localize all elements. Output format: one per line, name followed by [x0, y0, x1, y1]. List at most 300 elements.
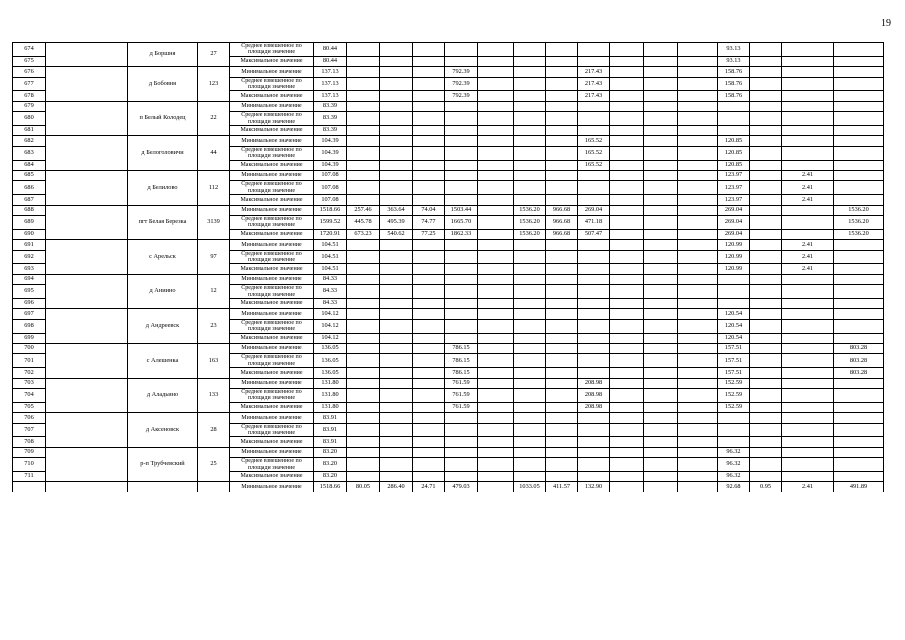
value-cell [445, 181, 478, 195]
value-cell: 83.39 [314, 112, 347, 126]
value-cell [750, 67, 782, 77]
value-cell [347, 264, 380, 274]
value-cell: 132.90 [578, 482, 610, 492]
value-cell [750, 343, 782, 353]
value-cell [644, 195, 678, 205]
settlement-name: д Бобовня [128, 67, 198, 102]
value-cell [478, 181, 514, 195]
row-number: 700 [13, 343, 46, 353]
value-cell [514, 136, 546, 146]
value-cell: 120.54 [718, 333, 750, 343]
value-cell: 157.51 [718, 368, 750, 378]
value-cell [546, 56, 578, 66]
value-cell: 104.51 [314, 264, 347, 274]
value-cell: 136.05 [314, 354, 347, 368]
value-cell [546, 240, 578, 250]
value-cell [514, 402, 546, 412]
value-cell: 152.59 [718, 402, 750, 412]
value-cell [546, 67, 578, 77]
value-cell: 792.39 [445, 67, 478, 77]
value-cell [347, 91, 380, 101]
value-cell [347, 195, 380, 205]
value-cell [644, 285, 678, 299]
value-cell [514, 378, 546, 388]
value-cell: 83.91 [314, 413, 347, 423]
row-number: 706 [13, 413, 46, 423]
value-cell: 158.76 [718, 91, 750, 101]
value-cell [610, 112, 644, 126]
row-number: 709 [13, 447, 46, 457]
value-cell [678, 43, 718, 57]
value-cell [578, 274, 610, 284]
value-cell [380, 56, 413, 66]
value-cell [514, 388, 546, 402]
value-cell [578, 170, 610, 180]
value-cell [644, 458, 678, 472]
value-cell [750, 274, 782, 284]
value-cell [445, 136, 478, 146]
settlement-count: 12 [198, 274, 230, 309]
row-number: 691 [13, 240, 46, 250]
value-cell: 269.04 [718, 215, 750, 229]
value-cell [514, 368, 546, 378]
value-cell [445, 195, 478, 205]
value-cell [644, 378, 678, 388]
value-cell [445, 101, 478, 111]
value-type: Минимальное значение [230, 205, 314, 215]
settlement-name: п Белый Колодец [128, 101, 198, 136]
page-number: 19 [881, 18, 891, 29]
value-cell [546, 160, 578, 170]
value-cell [380, 146, 413, 160]
value-cell: 208.98 [578, 388, 610, 402]
value-cell [413, 437, 445, 447]
value-cell [347, 437, 380, 447]
value-cell [445, 423, 478, 437]
value-cell: 120.54 [718, 309, 750, 319]
row-number: 683 [13, 146, 46, 160]
value-cell: 120.85 [718, 146, 750, 160]
value-cell [514, 240, 546, 250]
row-number: 676 [13, 67, 46, 77]
value-cell [413, 423, 445, 437]
value-cell: 1599.52 [314, 215, 347, 229]
value-cell [380, 126, 413, 136]
value-cell: 673.23 [347, 229, 380, 239]
row-number [13, 482, 46, 492]
value-cell: 761.59 [445, 378, 478, 388]
value-cell [834, 319, 884, 333]
settlement-name: д Андреевск [128, 309, 198, 344]
value-cell [678, 447, 718, 457]
value-cell: 803.28 [834, 354, 884, 368]
district-cell [46, 378, 128, 413]
value-cell [718, 298, 750, 308]
value-cell: 0.95 [750, 482, 782, 492]
value-cell [380, 368, 413, 378]
value-cell [678, 56, 718, 66]
value-cell: 792.39 [445, 77, 478, 91]
value-cell: 1536.20 [514, 205, 546, 215]
value-cell [514, 333, 546, 343]
value-cell: 495.39 [380, 215, 413, 229]
value-cell [678, 215, 718, 229]
value-cell [478, 285, 514, 299]
value-cell [718, 101, 750, 111]
value-cell: 2.41 [782, 264, 834, 274]
value-cell [578, 195, 610, 205]
value-cell [445, 447, 478, 457]
value-cell [610, 482, 644, 492]
value-cell [478, 205, 514, 215]
value-cell [347, 181, 380, 195]
value-cell [380, 319, 413, 333]
value-cell [347, 126, 380, 136]
value-cell: 120.99 [718, 264, 750, 274]
settlement-name: р-п Трубчевский [128, 447, 198, 482]
row-number: 674 [13, 43, 46, 57]
settlement-count: 133 [198, 378, 230, 413]
value-cell [750, 146, 782, 160]
value-cell: 1536.20 [834, 205, 884, 215]
value-cell [445, 264, 478, 274]
value-cell [478, 471, 514, 481]
value-cell [610, 309, 644, 319]
value-cell [678, 101, 718, 111]
value-cell [678, 77, 718, 91]
value-cell [678, 136, 718, 146]
row-number: 682 [13, 136, 46, 146]
value-cell [610, 388, 644, 402]
value-cell [514, 250, 546, 264]
value-cell [578, 437, 610, 447]
value-cell [445, 126, 478, 136]
value-cell [546, 91, 578, 101]
value-cell [782, 77, 834, 91]
value-cell [413, 298, 445, 308]
value-cell [578, 333, 610, 343]
value-cell [578, 181, 610, 195]
value-cell [445, 274, 478, 284]
value-cell [445, 240, 478, 250]
value-cell [380, 170, 413, 180]
district-cell [46, 43, 128, 67]
value-cell [445, 413, 478, 423]
value-cell [578, 458, 610, 472]
value-cell: 120.54 [718, 319, 750, 333]
value-cell [514, 67, 546, 77]
value-cell [834, 388, 884, 402]
value-cell: 93.13 [718, 56, 750, 66]
row-number: 705 [13, 402, 46, 412]
table-row [13, 170, 884, 180]
row-number: 703 [13, 378, 46, 388]
row-number: 684 [13, 160, 46, 170]
table-row [13, 67, 884, 77]
value-cell [546, 126, 578, 136]
value-cell: 165.52 [578, 136, 610, 146]
value-cell [644, 447, 678, 457]
value-cell: 269.04 [718, 205, 750, 215]
value-cell: 966.68 [546, 205, 578, 215]
row-number: 693 [13, 264, 46, 274]
value-cell: 761.59 [445, 388, 478, 402]
value-type: Минимальное значение [230, 413, 314, 423]
value-cell [478, 458, 514, 472]
value-cell: 786.15 [445, 343, 478, 353]
value-cell [782, 91, 834, 101]
value-cell [347, 43, 380, 57]
value-cell [644, 43, 678, 57]
value-cell [610, 101, 644, 111]
value-cell [782, 285, 834, 299]
value-cell [478, 264, 514, 274]
value-type: Максимальное значение [230, 471, 314, 481]
value-cell [678, 205, 718, 215]
value-cell [678, 368, 718, 378]
value-cell [782, 67, 834, 77]
value-cell [546, 146, 578, 160]
value-cell [445, 146, 478, 160]
settlement-name: д Боршня [128, 43, 198, 67]
district-cell [46, 447, 128, 482]
value-cell [610, 250, 644, 264]
row-number: 687 [13, 195, 46, 205]
value-cell [413, 368, 445, 378]
value-cell [678, 423, 718, 437]
value-cell: 2.41 [782, 195, 834, 205]
value-cell [413, 447, 445, 457]
value-cell: 123.97 [718, 195, 750, 205]
value-cell [644, 205, 678, 215]
value-cell [678, 67, 718, 77]
value-cell [782, 274, 834, 284]
row-number: 710 [13, 458, 46, 472]
value-cell [782, 43, 834, 57]
value-cell [644, 181, 678, 195]
value-cell [678, 250, 718, 264]
value-cell [750, 354, 782, 368]
value-cell: 411.57 [546, 482, 578, 492]
value-cell: 120.99 [718, 250, 750, 264]
value-cell [834, 56, 884, 66]
value-cell: 786.15 [445, 354, 478, 368]
value-cell [750, 101, 782, 111]
value-cell [478, 274, 514, 284]
value-cell: 137.13 [314, 77, 347, 91]
value-cell [578, 101, 610, 111]
row-number: 690 [13, 229, 46, 239]
settlement-count: 3139 [198, 205, 230, 240]
value-cell [445, 285, 478, 299]
value-cell: 131.80 [314, 378, 347, 388]
value-cell [413, 471, 445, 481]
value-cell [413, 240, 445, 250]
value-cell: 83.39 [314, 101, 347, 111]
value-cell [782, 126, 834, 136]
value-cell: 136.05 [314, 343, 347, 353]
value-cell [347, 333, 380, 343]
value-cell [678, 170, 718, 180]
value-cell [750, 170, 782, 180]
value-cell [514, 423, 546, 437]
value-cell [750, 136, 782, 146]
value-cell [644, 240, 678, 250]
district-cell [46, 309, 128, 344]
value-cell [478, 309, 514, 319]
table-row [13, 378, 884, 388]
value-cell [347, 423, 380, 437]
value-cell: 84.33 [314, 285, 347, 299]
value-cell [514, 471, 546, 481]
value-cell: 96.32 [718, 471, 750, 481]
value-cell: 2.41 [782, 482, 834, 492]
district-cell [46, 67, 128, 102]
value-cell [750, 250, 782, 264]
value-cell: 208.98 [578, 402, 610, 412]
value-cell [678, 285, 718, 299]
value-cell: 2.41 [782, 240, 834, 250]
value-cell [478, 101, 514, 111]
settlement-count: 23 [198, 309, 230, 344]
value-cell [610, 126, 644, 136]
value-cell [750, 402, 782, 412]
value-cell [610, 343, 644, 353]
row-number: 681 [13, 126, 46, 136]
value-cell [478, 77, 514, 91]
value-type: Минимальное значение [230, 136, 314, 146]
value-cell [578, 285, 610, 299]
value-type: Минимальное значение [230, 343, 314, 353]
value-cell: 966.68 [546, 215, 578, 229]
value-type: Минимальное значение [230, 67, 314, 77]
settlement-name [128, 482, 198, 492]
value-cell: 80.05 [347, 482, 380, 492]
value-cell: 107.08 [314, 195, 347, 205]
value-cell [478, 250, 514, 264]
value-cell [750, 264, 782, 274]
value-cell [578, 56, 610, 66]
value-cell [834, 181, 884, 195]
settlement-count: 28 [198, 413, 230, 448]
value-cell [578, 309, 610, 319]
value-cell [445, 250, 478, 264]
value-cell [578, 264, 610, 274]
value-cell: 104.12 [314, 333, 347, 343]
value-cell [413, 56, 445, 66]
value-cell [546, 77, 578, 91]
value-cell [678, 437, 718, 447]
value-cell [380, 423, 413, 437]
table-row [13, 136, 884, 146]
value-cell [478, 437, 514, 447]
settlement-count [198, 482, 230, 492]
value-cell [380, 112, 413, 126]
value-cell: 157.51 [718, 343, 750, 353]
value-cell [834, 471, 884, 481]
value-cell: 83.20 [314, 471, 347, 481]
value-cell [834, 112, 884, 126]
value-cell: 80.44 [314, 43, 347, 57]
value-cell [478, 319, 514, 333]
value-cell [478, 482, 514, 492]
value-cell [347, 274, 380, 284]
value-cell [380, 250, 413, 264]
value-cell [678, 402, 718, 412]
value-cell [610, 274, 644, 284]
district-cell [46, 343, 128, 378]
value-cell [610, 471, 644, 481]
value-cell [678, 146, 718, 160]
value-cell [514, 170, 546, 180]
value-cell [514, 91, 546, 101]
value-cell [750, 319, 782, 333]
value-cell [644, 298, 678, 308]
value-cell [546, 101, 578, 111]
value-cell [750, 56, 782, 66]
value-cell [750, 447, 782, 457]
total-label [46, 482, 128, 492]
value-cell [347, 343, 380, 353]
value-cell [478, 126, 514, 136]
settlement-name: д Аладьино [128, 378, 198, 413]
value-cell [380, 77, 413, 91]
value-cell [478, 112, 514, 126]
row-number: 702 [13, 368, 46, 378]
value-type: Максимальное значение [230, 264, 314, 274]
value-type: Среднее взвешенное по площади значение [230, 215, 314, 229]
value-cell [514, 319, 546, 333]
value-cell [413, 91, 445, 101]
value-type: Среднее взвешенное по площади значение [230, 423, 314, 437]
value-cell: 104.51 [314, 240, 347, 250]
value-cell [413, 343, 445, 353]
value-cell [678, 413, 718, 423]
value-cell [445, 298, 478, 308]
value-cell [347, 101, 380, 111]
value-cell: 1518.66 [314, 482, 347, 492]
value-cell [644, 423, 678, 437]
value-cell [610, 354, 644, 368]
value-cell [347, 170, 380, 180]
value-cell [644, 112, 678, 126]
value-cell [834, 43, 884, 57]
value-cell: 803.28 [834, 343, 884, 353]
value-cell [578, 343, 610, 353]
value-cell: 540.62 [380, 229, 413, 239]
value-cell [782, 471, 834, 481]
value-cell: 1536.20 [834, 215, 884, 229]
value-cell [413, 43, 445, 57]
value-cell [347, 298, 380, 308]
settlement-name: д Аниино [128, 274, 198, 309]
value-cell [610, 402, 644, 412]
value-cell [750, 413, 782, 423]
value-cell [445, 437, 478, 447]
value-cell [750, 181, 782, 195]
value-cell [718, 437, 750, 447]
value-cell [610, 447, 644, 457]
value-cell [445, 458, 478, 472]
value-cell [380, 471, 413, 481]
value-type: Минимальное значение [230, 240, 314, 250]
row-number: 701 [13, 354, 46, 368]
value-cell: 136.05 [314, 368, 347, 378]
value-cell [678, 298, 718, 308]
settlement-count: 25 [198, 447, 230, 482]
value-cell [546, 368, 578, 378]
value-cell [546, 423, 578, 437]
